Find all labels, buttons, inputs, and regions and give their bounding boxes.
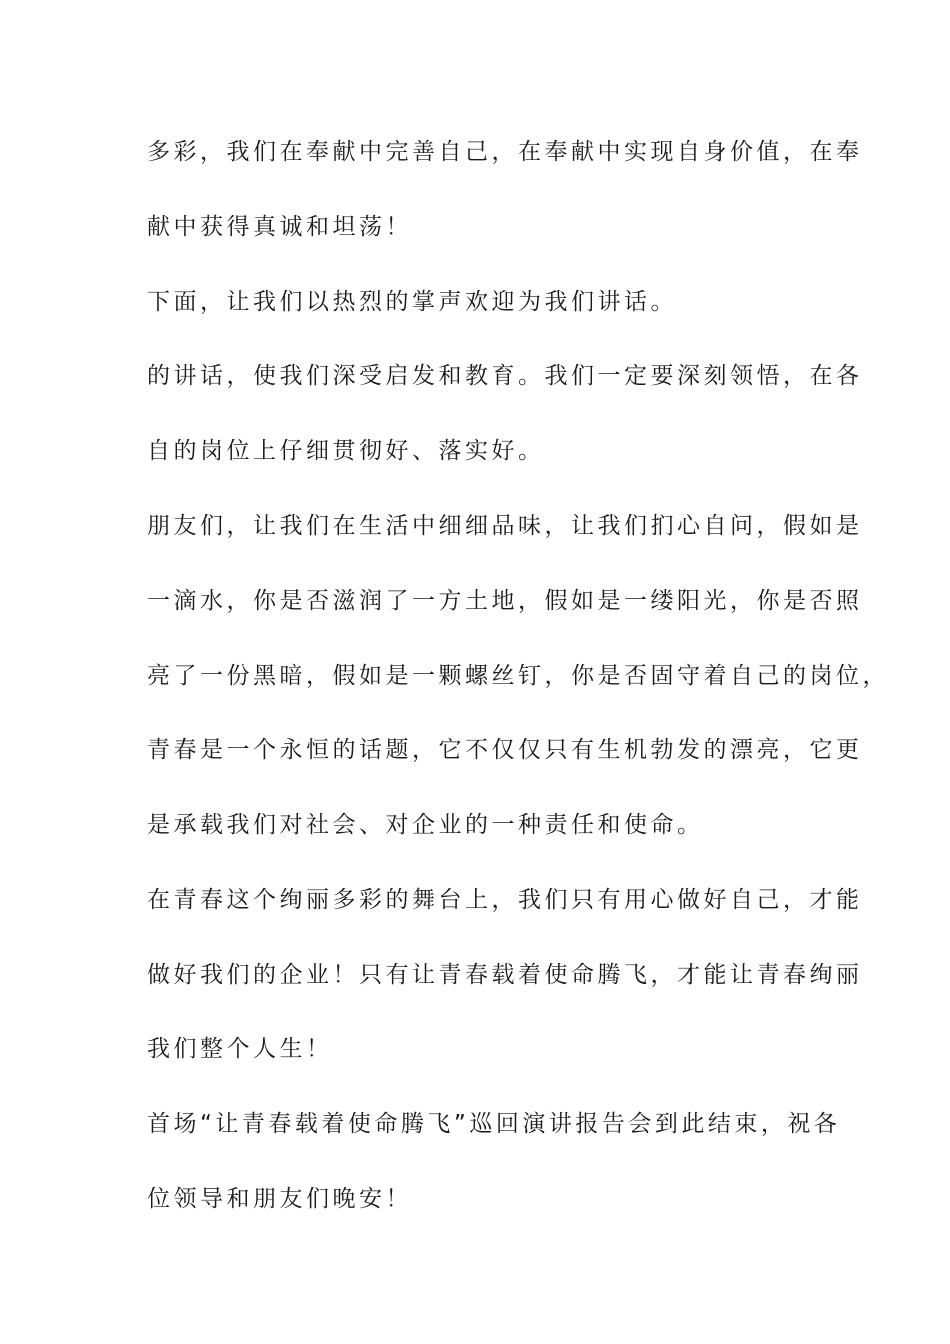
text-line: 的讲话，使我们深受启发和教育。我们一定要深刻领悟，在各 (147, 363, 863, 389)
text-line: 自的岗位上仔细贯彻好、落实好。 (147, 438, 545, 464)
text-line: 多彩，我们在奉献中完善自己，在奉献中实现自身价值，在奉 (147, 139, 863, 165)
text-line: 献中获得真诚和坦荡！ (147, 214, 412, 240)
text-line: 亮了一份黑暗，假如是一颗螺丝钉，你是否固守着自己的岗位， (147, 663, 889, 689)
text-line: 是承载我们对社会、对企业的一种责任和使命。 (147, 812, 704, 838)
text-line: 位领导和朋友们晚安！ (147, 1186, 412, 1212)
text-line: 在青春这个绚丽多彩的舞台上，我们只有用心做好自己，才能 (147, 887, 863, 913)
text-line: 朋友们，让我们在生活中细细品味，让我们扪心自问，假如是 (147, 513, 863, 539)
text-line: 一滴水，你是否滋润了一方土地，假如是一缕阳光，你是否照 (147, 588, 863, 614)
text-line: 青春是一个永恒的话题，它不仅仅只有生机勃发的漂亮，它更 (147, 737, 863, 763)
text-line: 下面，让我们以热烈的掌声欢迎为我们讲话。 (147, 289, 677, 315)
text-line: 首场“让青春载着使命腾飞”巡回演讲报告会到此结束，祝各 (147, 1111, 841, 1137)
text-line: 做好我们的企业！只有让青春载着使命腾飞，才能让青春绚丽 (147, 962, 863, 988)
text-line: 我们整个人生！ (147, 1036, 333, 1062)
